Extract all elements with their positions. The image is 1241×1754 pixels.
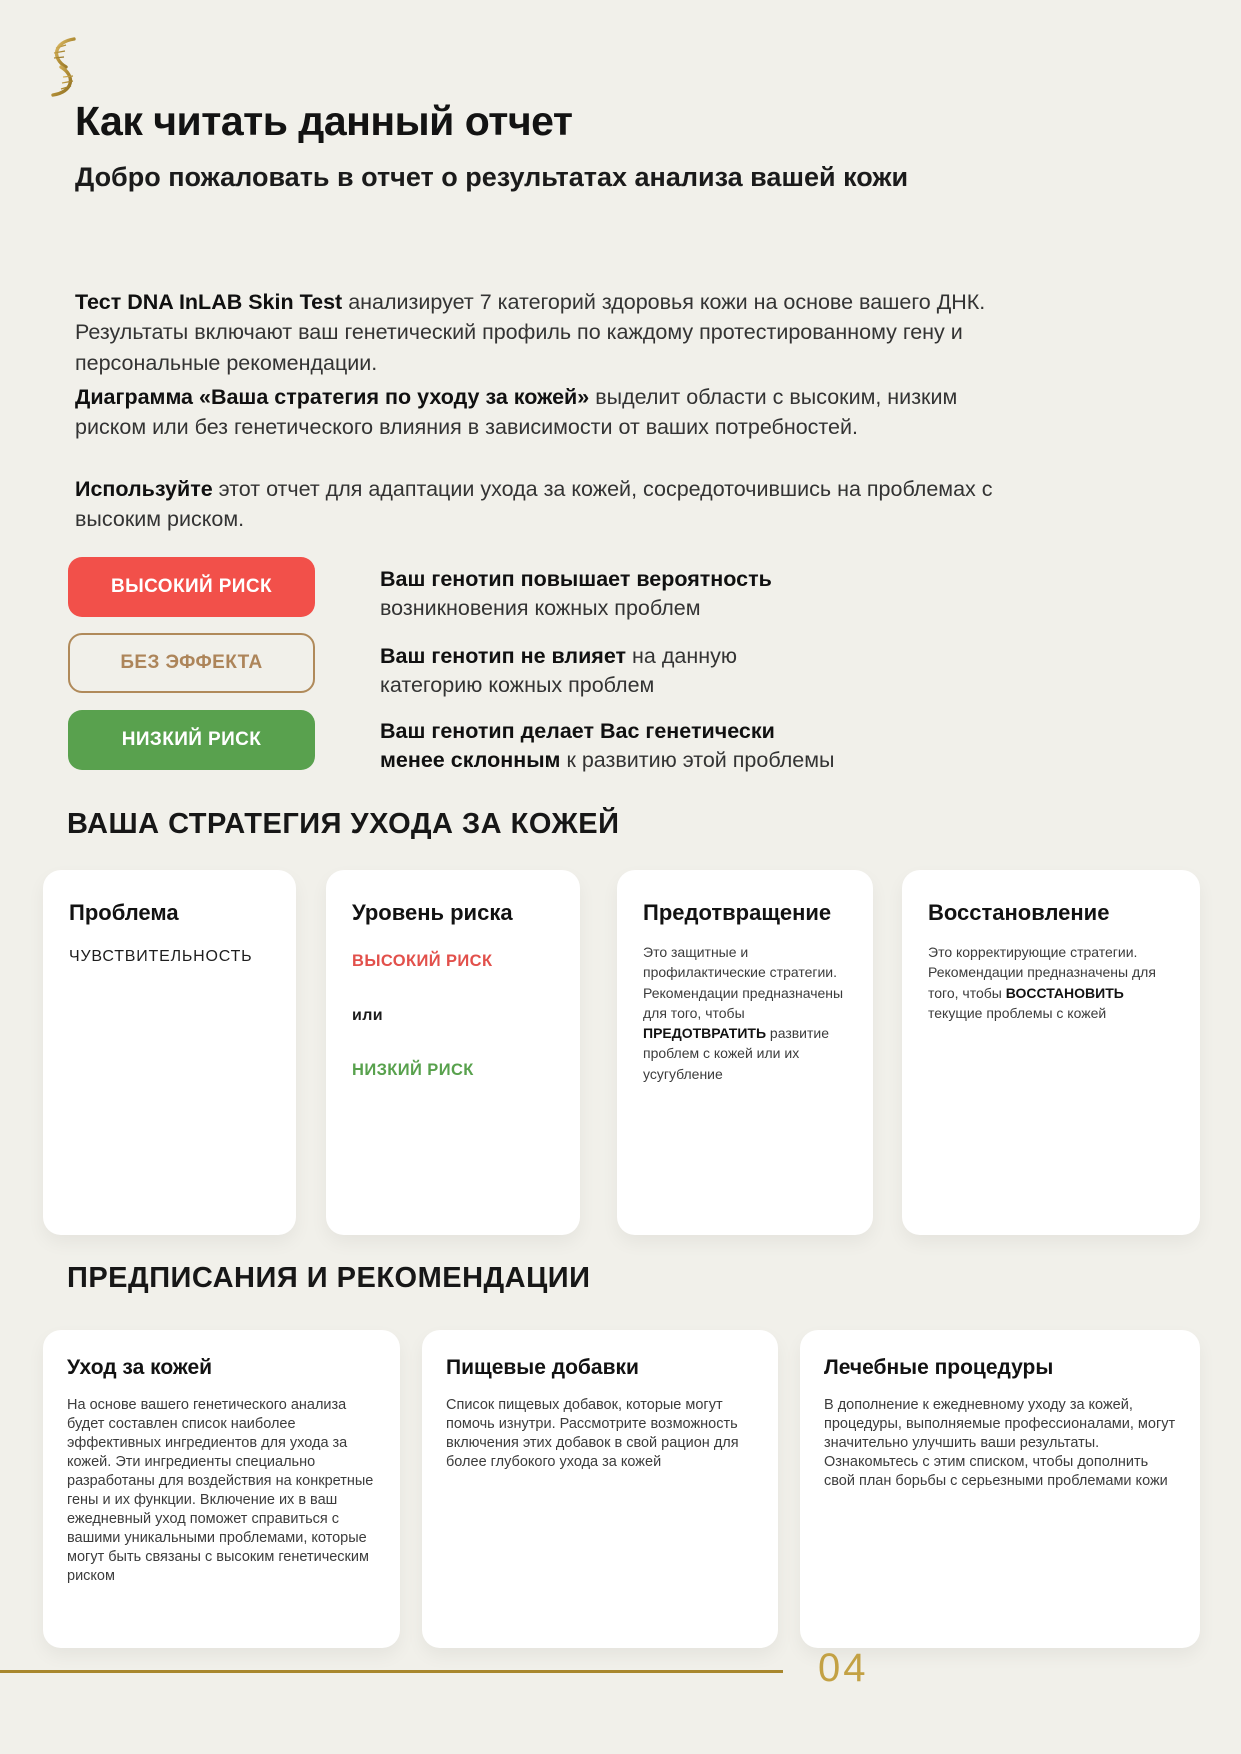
intro-paragraph-1-lead: Тест DNA InLAB Skin Test — [75, 289, 343, 314]
prescription-card-skincare-body: На основе вашего генетического анализа будет составлен список наиболее эффективных ингредиентов для ухода за кожей. Эти ингредиенты специально разработаны для воздействия на конкретные гены и их функции. Включение их в ваш ежедневный уход поможет справиться с вашими уникальными проблемами, которые могут быть связаны с высоким генетическим риском — [67, 1397, 374, 1584]
prescription-card-supplements-body: Список пищевых добавок, которые могут помочь изнутри. Рассмотрите возможность включения этих добавок в свой рацион для более глубокого ухода за кожей — [446, 1397, 739, 1470]
strategy-section-heading: ВАША СТРАТЕГИЯ УХОДА ЗА КОЖЕЙ — [67, 808, 620, 840]
restoration-description-post: текущие проблемы с кожей — [928, 1004, 1107, 1021]
intro-paragraph-3-text: этот отчет для адаптации ухода за кожей, сосредоточившись на проблемах с высоким риском. — [75, 476, 993, 532]
strategy-card-prevention-title: Предотвращение — [643, 900, 832, 925]
page-subtitle: Добро пожаловать в отчет о результатах анализа вашей кожи — [75, 162, 909, 192]
strategy-card-risk-level — [326, 870, 580, 1235]
no-effect-description-bold: Ваш генотип не влияет — [380, 644, 627, 668]
prevention-description — [643, 942, 847, 1084]
high-risk-description-bold: Ваш генотип повышает вероятность — [380, 567, 772, 591]
strategy-card-prevention — [617, 870, 873, 1235]
prescription-card-treatments-body: В дополнение к ежедневному уходу за кожей, процедуры, выполняемые профессионалами, могут значительно улучшить ваши результаты. Ознакомьтесь с этим списком, чтобы дополнить свой план борьбы с серьезными проблемами кожи — [824, 1397, 1176, 1489]
risk-level-or-label: или — [352, 1007, 384, 1024]
high-risk-badge: ВЫСОКИЙ РИСК — [68, 557, 315, 617]
intro-paragraph-1 — [75, 287, 1000, 379]
intro-paragraph-2 — [75, 382, 1000, 443]
prevention-description-pre: Это защитные и профилактические стратегии. Рекомендации предназначены для того, чтобы — [643, 944, 844, 1021]
footer-divider-line — [0, 1670, 783, 1673]
no-effect-description-rest: на данную категорию кожных проблем — [380, 644, 737, 698]
prescription-card-treatments — [800, 1330, 1200, 1648]
intro-paragraph-3-lead: Используйте — [75, 476, 213, 501]
prevention-description-bold: ПРЕДОТВРАТИТЬ — [643, 1025, 767, 1042]
low-risk-description — [380, 717, 842, 775]
page-number: 04 — [818, 1646, 869, 1690]
prescriptions-section-heading: ПРЕДПИСАНИЯ И РЕКОМЕНДАЦИИ — [67, 1262, 591, 1294]
prescription-card-supplements — [422, 1330, 778, 1648]
page-title: Как читать данный отчет — [75, 98, 573, 144]
no-effect-description — [380, 642, 842, 700]
risk-level-low-label: НИЗКИЙ РИСК — [352, 1061, 474, 1079]
low-risk-badge: НИЗКИЙ РИСК — [68, 710, 315, 770]
intro-paragraph-2-text: выделит области с высоким, низким риском или без генетического влияния в зависимости от ваших потребностей. — [75, 384, 958, 440]
prescription-card-treatments-title: Лечебные процедуры — [824, 1356, 1054, 1379]
high-risk-description — [380, 565, 842, 623]
strategy-card-problem-title: Проблема — [69, 900, 179, 925]
high-risk-description-rest: возникновения кожных проблем — [380, 596, 701, 621]
prescription-card-skincare-title: Уход за кожей — [67, 1356, 213, 1379]
prescription-card-skincare — [43, 1330, 400, 1648]
prescription-card-supplements-title: Пищевые добавки — [446, 1356, 639, 1379]
strategy-card-risk-level-title: Уровень риска — [352, 900, 513, 925]
no-effect-badge: БЕЗ ЭФФЕКТА — [68, 633, 315, 693]
restoration-description-bold: ВОССТАНОВИТЬ — [1005, 984, 1124, 1001]
low-risk-description-bold: Ваш генотип делает Вас генетически менее склонным — [380, 719, 775, 773]
dna-helix-logo-icon — [46, 36, 80, 98]
strategy-card-problem — [43, 870, 296, 1235]
low-risk-description-rest: к развитию этой проблемы — [560, 748, 835, 773]
intro-paragraph-2-lead: Диаграмма «Ваша стратегия по уходу за кожей» — [75, 384, 590, 409]
prevention-description-post: развитие проблем с кожей или их усугубление — [643, 1025, 830, 1082]
restoration-description — [928, 942, 1174, 1023]
intro-paragraph-1-text: анализирует 7 категорий здоровья кожи на основе вашего ДНК. Результаты включают ваш генетический профиль по каждому протестированному гену и персональные рекомендации. — [75, 289, 986, 375]
intro-paragraph-3 — [75, 474, 1000, 535]
problem-value: ЧУВСТВИТЕЛЬНОСТЬ — [69, 948, 253, 965]
strategy-card-restoration — [902, 870, 1200, 1235]
restoration-description-pre: Это корректирующие стратегии. Рекомендации предназначены для того, чтобы — [928, 944, 1156, 1001]
strategy-card-restoration-title: Восстановление — [928, 900, 1110, 925]
risk-level-high-label: ВЫСОКИЙ РИСК — [352, 952, 493, 970]
